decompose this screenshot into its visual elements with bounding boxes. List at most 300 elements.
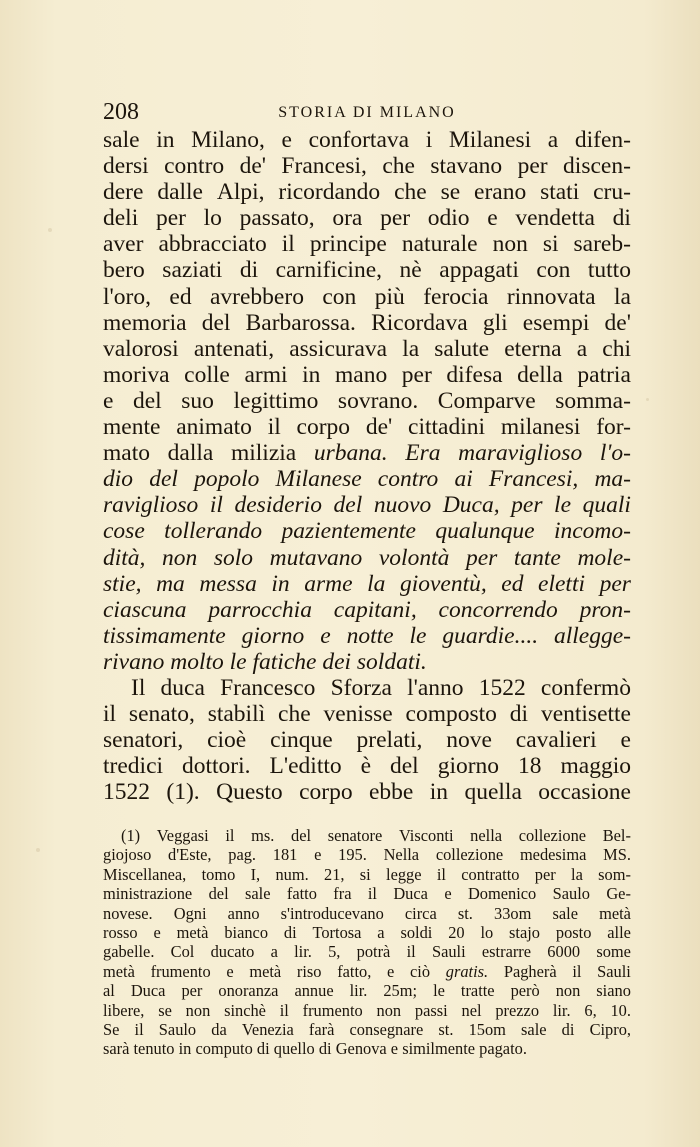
- word: per: [401, 361, 432, 388]
- word: del: [133, 387, 162, 414]
- word: somma-: [555, 387, 631, 414]
- text-line: [103, 414, 631, 440]
- word: bero: [103, 257, 145, 284]
- footnote-line: [103, 942, 631, 961]
- word: per: [511, 492, 543, 519]
- footnote-line: [103, 865, 631, 884]
- word: gabelle.: [103, 942, 155, 962]
- running-title: STORIA DI MILANO: [278, 104, 456, 121]
- text-line: [103, 231, 631, 257]
- word: Comparve: [437, 387, 536, 414]
- word: lir.: [552, 1000, 571, 1020]
- word: Domenico: [467, 884, 537, 904]
- word: siano: [596, 981, 631, 1001]
- word: venisse: [323, 701, 393, 728]
- word: abbracciato: [158, 231, 267, 258]
- word: sinchè: [224, 1000, 266, 1020]
- word: (1).: [166, 779, 200, 806]
- footnote-line: [103, 884, 631, 903]
- word: nè: [399, 257, 422, 284]
- word: le: [433, 981, 445, 1001]
- word: estrarre: [481, 942, 532, 962]
- word: appagati: [439, 257, 519, 284]
- word: e: [103, 387, 114, 414]
- word: mutavano: [269, 544, 363, 571]
- word: ma-: [594, 466, 631, 493]
- word: volontà: [378, 544, 450, 571]
- word: st.: [438, 1019, 454, 1039]
- word: ai: [454, 466, 473, 493]
- word: antenati,: [193, 335, 275, 362]
- word: stie,: [103, 570, 142, 597]
- quoted-line: [103, 545, 631, 571]
- word: pagato.: [479, 1039, 527, 1059]
- text-line: [103, 127, 631, 153]
- word: metà: [599, 903, 631, 923]
- word: Bel-: [602, 826, 631, 845]
- word: de': [604, 309, 631, 336]
- word: Genova: [335, 1039, 387, 1059]
- word: similmente: [402, 1039, 476, 1059]
- word: senatore: [327, 826, 383, 845]
- word: ma: [156, 570, 185, 597]
- word: gratis.: [445, 961, 489, 981]
- word: st.: [457, 903, 473, 923]
- word: 20: [448, 922, 465, 942]
- word: de': [239, 153, 266, 180]
- word: soldati.: [356, 648, 427, 675]
- word: sale: [103, 127, 140, 153]
- word: animato: [176, 414, 252, 441]
- word: 195.: [338, 845, 367, 865]
- word: del: [291, 826, 312, 845]
- word: contro: [164, 153, 225, 180]
- word: la: [571, 864, 583, 884]
- word: con: [536, 257, 571, 284]
- word: difesa: [446, 361, 503, 388]
- word: cittadini: [408, 414, 486, 441]
- footnote-line: [103, 845, 631, 864]
- word: il: [279, 1000, 289, 1020]
- word: e: [444, 884, 452, 904]
- word: ed: [501, 570, 524, 597]
- word: 10.: [610, 1000, 631, 1020]
- word: frumento: [302, 1000, 363, 1020]
- text-line: [103, 179, 631, 205]
- word: con: [322, 283, 357, 310]
- word: Saulo: [552, 884, 590, 904]
- word: quali: [582, 492, 631, 519]
- word: dalle: [157, 179, 203, 206]
- word: dottori.: [182, 753, 251, 780]
- word: Sforza: [330, 674, 392, 701]
- word: per: [181, 981, 203, 1001]
- word: a: [270, 942, 278, 962]
- word: se: [158, 1000, 172, 1020]
- word: dio: [103, 466, 134, 493]
- word: medesima: [519, 845, 587, 865]
- word: deli: [103, 205, 139, 232]
- word: principe: [309, 231, 387, 258]
- word: vendetta: [515, 205, 595, 232]
- page-number: 208: [103, 99, 139, 125]
- word: e: [226, 961, 234, 981]
- word: Duca: [130, 981, 166, 1001]
- word: salute: [434, 335, 490, 362]
- word: Ogni: [173, 903, 207, 923]
- word: fatto: [286, 884, 317, 904]
- word: anno: [227, 903, 260, 923]
- word: gioventù,: [399, 570, 487, 597]
- word: e: [320, 622, 331, 649]
- text-line: [103, 388, 631, 414]
- word: del: [333, 492, 363, 519]
- word: Duca,: [442, 492, 500, 519]
- word: il: [281, 231, 295, 258]
- word: 5,: [328, 942, 341, 962]
- footnote-line: [103, 826, 631, 845]
- word: corpo: [296, 414, 351, 441]
- word: le: [229, 648, 247, 675]
- word: gli: [482, 309, 508, 336]
- word: collezione: [518, 826, 587, 845]
- word: 25m;: [383, 981, 418, 1001]
- word: corpo: [299, 779, 353, 806]
- word: dere: [103, 179, 144, 206]
- word: Questo: [216, 779, 283, 806]
- word: lo: [480, 922, 494, 942]
- word: cose: [103, 518, 145, 545]
- word: milanesi: [500, 414, 581, 441]
- word: la: [402, 335, 420, 362]
- word: tomo: [201, 864, 236, 884]
- word: d'Este,: [168, 845, 212, 865]
- word: è: [360, 753, 372, 780]
- word: non: [185, 1000, 211, 1020]
- word: per: [599, 570, 631, 597]
- word: L'editto: [269, 753, 342, 780]
- word: del: [201, 309, 231, 336]
- word: cioè: [207, 727, 247, 754]
- word: l'anno: [407, 674, 464, 701]
- word: i: [425, 127, 433, 153]
- word: tissimamente: [103, 622, 226, 649]
- word: difen-: [574, 127, 631, 153]
- word: num.: [275, 864, 309, 884]
- word: rinnovata: [506, 283, 596, 310]
- text-line: [103, 284, 631, 310]
- word: in: [429, 779, 449, 806]
- word: contratto: [461, 864, 520, 884]
- word: per: [534, 864, 556, 884]
- word: Se: [103, 1019, 120, 1039]
- word: pron-: [579, 596, 631, 623]
- word: Alpi,: [216, 179, 265, 206]
- quoted-line: [103, 623, 631, 649]
- word: dei: [322, 648, 352, 675]
- text-line: [103, 701, 631, 727]
- word: ora: [332, 205, 363, 232]
- word: sovrano.: [337, 387, 419, 414]
- word: stajo: [509, 922, 541, 942]
- word: nuovo: [373, 492, 432, 519]
- word: Sauli: [431, 942, 466, 962]
- word: popolo: [194, 466, 260, 493]
- word: sarà: [103, 1039, 130, 1059]
- word: se: [440, 179, 461, 206]
- word: concorrendo: [438, 596, 558, 623]
- word: Il: [131, 674, 146, 701]
- word: onoranza: [218, 981, 279, 1001]
- word: quello: [273, 1039, 315, 1059]
- word: Era: [405, 440, 441, 467]
- word: fatiche: [252, 648, 317, 675]
- word: metà: [176, 922, 209, 942]
- word: fatto,: [337, 961, 372, 981]
- word: ferocia: [423, 283, 489, 310]
- footnote-line: [103, 981, 631, 1000]
- word: milizia: [230, 440, 297, 467]
- word: som-: [598, 864, 631, 884]
- quoted-line: [103, 518, 631, 544]
- word: a: [377, 922, 385, 942]
- word: dersi: [103, 153, 149, 180]
- word: a: [547, 127, 559, 153]
- word: senatori,: [103, 727, 184, 754]
- word: I,: [250, 864, 261, 884]
- word: Ge-: [606, 884, 631, 904]
- word: di: [561, 1019, 575, 1039]
- word: raviglioso: [103, 492, 199, 519]
- text-line: [103, 675, 631, 701]
- word: non: [555, 981, 581, 1001]
- word: Saulo: [158, 1019, 197, 1039]
- word: (1): [121, 826, 141, 845]
- word: si: [542, 231, 559, 258]
- word: in: [178, 1039, 192, 1059]
- text-line: [103, 257, 631, 283]
- text-line: [103, 779, 631, 805]
- word: giorno: [241, 622, 305, 649]
- word: arme: [304, 570, 353, 597]
- word: capitani,: [333, 596, 417, 623]
- word: del: [390, 753, 419, 780]
- word: il: [209, 492, 223, 519]
- word: stati: [540, 179, 580, 206]
- word: confortava: [308, 127, 410, 153]
- word: le: [409, 622, 427, 649]
- word: rosso: [103, 922, 138, 942]
- text-line: [103, 205, 631, 231]
- word: armi: [244, 361, 288, 388]
- word: contro: [377, 466, 439, 493]
- word: passato,: [239, 205, 315, 232]
- word: che: [394, 179, 427, 206]
- word: eletti: [538, 570, 586, 597]
- word: Milano,: [191, 127, 265, 153]
- word: ventisette: [540, 701, 631, 728]
- word: Miscellanea,: [103, 864, 187, 884]
- word: del: [208, 884, 229, 904]
- word: suo: [181, 387, 214, 414]
- word: ciò: [410, 961, 431, 981]
- word: duca: [160, 674, 205, 701]
- word: tutto: [587, 257, 631, 284]
- word: le: [554, 492, 572, 519]
- word: ducato: [210, 942, 255, 962]
- footnote-line: [103, 962, 631, 981]
- word: sale: [245, 884, 271, 904]
- word: Milanese: [275, 466, 362, 493]
- word: 15om: [468, 1019, 506, 1039]
- word: di: [612, 205, 631, 232]
- word: carnificine,: [275, 257, 383, 284]
- word: for-: [596, 414, 631, 441]
- word: Sauli: [597, 961, 631, 981]
- word: occasione: [538, 779, 631, 806]
- word: colle: [184, 361, 230, 388]
- word: ebbe: [369, 779, 414, 806]
- quoted-line: [103, 466, 631, 492]
- word: prezzo: [495, 1000, 540, 1020]
- quoted-line: [103, 649, 631, 675]
- word: molto: [170, 648, 224, 675]
- word: potrà: [356, 942, 391, 962]
- word: naturale: [401, 231, 478, 258]
- word: per: [380, 205, 411, 232]
- word: maraviglioso: [458, 440, 583, 467]
- word: 33om: [494, 903, 532, 923]
- quoted-line: [103, 571, 631, 597]
- word: bianco: [224, 922, 269, 942]
- word: per: [155, 205, 186, 232]
- word: Veggasi: [156, 826, 209, 845]
- text-line: [103, 362, 631, 388]
- text-line: [103, 753, 631, 779]
- word: di: [239, 257, 259, 284]
- word: odio: [427, 205, 470, 232]
- word: ministrazione: [103, 884, 193, 904]
- footnote-line: [103, 904, 631, 923]
- word: valorosi: [103, 335, 179, 362]
- word: Pagherà: [503, 961, 557, 981]
- word: nella: [470, 826, 503, 845]
- word: nove: [446, 727, 492, 754]
- word: il: [225, 826, 235, 845]
- word: consegnare: [349, 1019, 424, 1039]
- word: quella: [464, 779, 522, 806]
- word: guardie....: [442, 622, 539, 649]
- word: l'oro,: [103, 283, 151, 310]
- word: e: [620, 727, 631, 754]
- quoted-line: [103, 597, 631, 623]
- word: Nella: [383, 845, 420, 865]
- word: legittimo: [233, 387, 319, 414]
- word: in: [156, 127, 175, 153]
- word: del: [149, 466, 178, 493]
- word: dalla: [167, 440, 214, 467]
- word: nel: [461, 1000, 482, 1020]
- word: libere,: [103, 1000, 145, 1020]
- word: al: [103, 981, 115, 1001]
- footnote-line: [103, 1001, 631, 1020]
- word: cinque: [270, 727, 333, 754]
- word: incomo-: [553, 518, 631, 545]
- word: il: [267, 414, 281, 441]
- word: ms.: [251, 826, 275, 845]
- word: il: [103, 701, 117, 728]
- word: memoria: [103, 309, 187, 336]
- word: collezione: [435, 845, 504, 865]
- word: urbana.: [313, 440, 388, 467]
- word: riso: [296, 961, 322, 981]
- word: tratte: [460, 981, 495, 1001]
- word: lo: [203, 205, 222, 232]
- paper-stain: [646, 398, 649, 401]
- word: metà: [103, 961, 135, 981]
- word: assicurava: [289, 335, 388, 362]
- word: circa: [404, 903, 437, 923]
- word: il: [436, 864, 446, 884]
- page-header: [103, 97, 631, 127]
- word: lir.: [349, 981, 368, 1001]
- word: moriva: [103, 361, 170, 388]
- word: il: [367, 884, 377, 904]
- word: la: [367, 570, 386, 597]
- word: Visconti: [398, 826, 454, 845]
- word: Cipro,: [589, 1019, 631, 1039]
- word: sareb-: [573, 231, 631, 258]
- word: sale: [552, 903, 578, 923]
- word: Francesi,: [488, 466, 579, 493]
- word: lir.: [294, 942, 312, 962]
- word: chi: [602, 335, 631, 362]
- word: de': [365, 414, 393, 441]
- word: legge: [386, 864, 422, 884]
- word: esempi: [522, 309, 590, 336]
- word: stabilì: [207, 701, 266, 728]
- word: giojoso: [103, 845, 152, 865]
- quoted-line: [103, 492, 631, 518]
- footnote: [103, 826, 631, 1059]
- main-text: [103, 127, 631, 805]
- word: composto: [405, 701, 497, 728]
- text-line: [103, 727, 631, 753]
- text-line: [103, 440, 631, 466]
- word: della: [517, 361, 563, 388]
- word: la: [614, 283, 631, 310]
- word: dità,: [103, 544, 146, 571]
- word: mole-: [577, 544, 631, 571]
- word: prelati,: [356, 727, 423, 754]
- word: tenuto: [133, 1039, 175, 1059]
- word: ed: [169, 283, 192, 310]
- word: tredici: [103, 753, 164, 780]
- word: stavano: [430, 153, 503, 180]
- word: pag.: [228, 845, 257, 865]
- word: MS.: [603, 845, 631, 865]
- paper-stain: [48, 228, 52, 232]
- word: cavalieri: [515, 727, 597, 754]
- word: farà: [308, 1019, 335, 1039]
- word: parrocchia: [208, 596, 312, 623]
- word: alle: [607, 922, 631, 942]
- word: 1522: [103, 779, 150, 806]
- word: computo: [195, 1039, 253, 1059]
- word: Tortosa: [312, 922, 362, 942]
- word: che: [382, 153, 415, 180]
- word: erano: [474, 179, 527, 206]
